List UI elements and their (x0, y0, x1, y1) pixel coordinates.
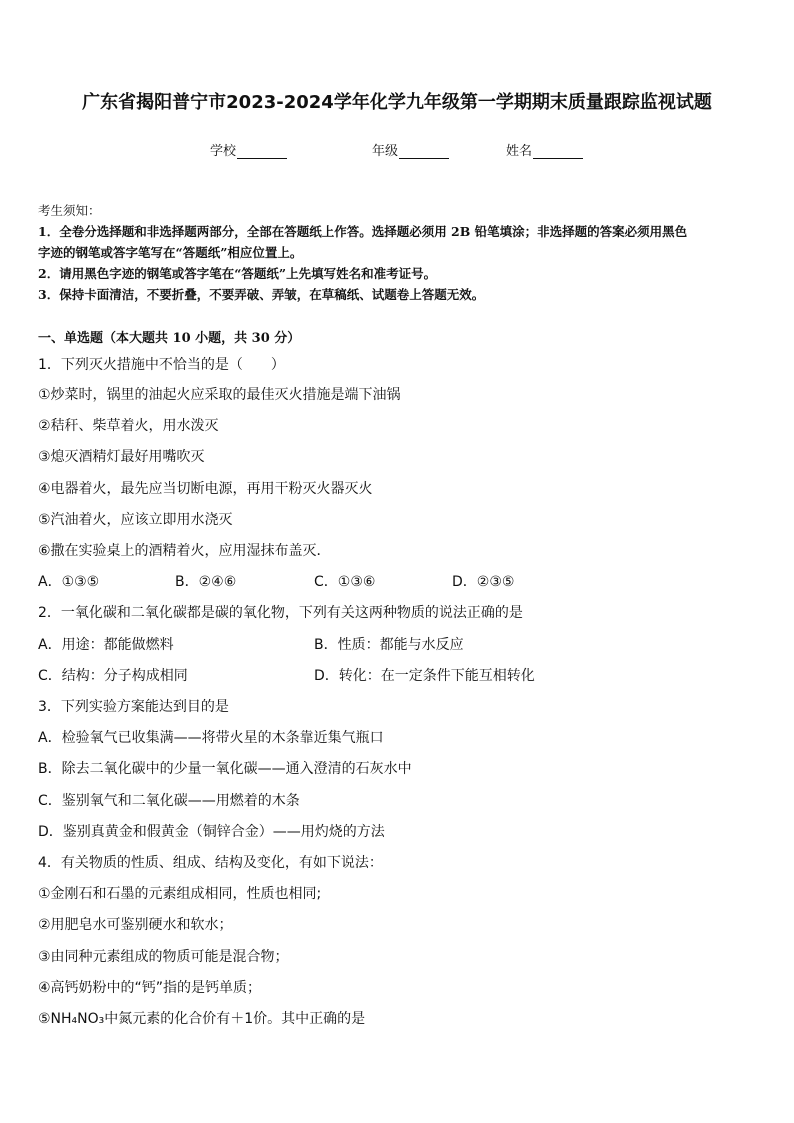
q2-stem: 2．一氧化碳和二氧化碳都是碳的氧化物，下列有关这两种物质的说法正确的是 (38, 605, 523, 621)
q2-option-a[interactable]: A．用途：都能做燃料 (38, 637, 174, 653)
q3-option-a[interactable]: A．检验氧气已收集满——将带火星的木条靠近集气瓶口 (38, 730, 384, 746)
name-field (506, 140, 583, 159)
q1-statement-6: ⑥撒在实验桌上的酒精着火，应用湿抹布盖灭． (38, 543, 331, 559)
q1-statement-2: ②秸秆、柴草着火，用水泼灭 (38, 418, 219, 434)
q1-statement-1: ①炒菜时，锅里的油起火应采取的最佳灭火措施是端下油锅 (38, 387, 401, 403)
grade-field (372, 140, 449, 159)
q4-statement-4: ④高钙奶粉中的“钙”指的是钙单质； (38, 980, 262, 996)
section-heading: 一、单选题（本大题共 10 小题，共 30 分） (38, 331, 301, 346)
q4-statement-5: ⑤NH₄NO₃中氮元素的化合价有＋1价。其中正确的是 (38, 1011, 366, 1027)
q4-statement-1: ①金刚石和石墨的元素组成相同，性质也相同; (38, 886, 322, 902)
name-label: 姓名 (506, 144, 533, 159)
q1-option-c[interactable]: C．①③⑥ (314, 574, 376, 590)
notice-item-3: 3．保持卡面清洁，不要折叠，不要弄破、弄皱，在草稿纸、试题卷上答题无效。 (38, 287, 485, 302)
page-title: 广东省揭阳普宁市2023-2024学年化学九年级第一学期期末质量跟踪监视试题 (82, 92, 712, 113)
student-info-row (0, 140, 794, 160)
q3-option-d[interactable]: D．鉴别真黄金和假黄金（铜锌合金）——用灼烧的方法 (38, 824, 385, 840)
q1-statement-3: ③熄灭酒精灯最好用嘴吹灭 (38, 449, 205, 465)
q4-statement-3: ③由同种元素组成的物质可能是混合物； (38, 949, 289, 965)
school-label: 学校 (210, 144, 237, 159)
q1-stem: 1．下列灭火措施中不恰当的是（ ） (38, 357, 285, 373)
grade-label: 年级 (372, 144, 399, 159)
q2-option-c[interactable]: C．结构：分子构成相同 (38, 668, 188, 684)
notice-item-1a: 1．全卷分选择题和非选择题两部分，全部在答题纸上作答。选择题必须用 2B 铅笔填涂；非选择题的答案必须用黑色 (38, 224, 688, 239)
q3-option-b[interactable]: B．除去二氧化碳中的少量一氧化碳——通入澄清的石灰水中 (38, 761, 412, 777)
notice-item-2: 2．请用黑色字迹的钢笔或答字笔在“答题纸”上先填写姓名和准考证号。 (38, 266, 437, 281)
school-field (210, 140, 287, 159)
q1-statement-5: ⑤汽油着火，应该立即用水浇灭 (38, 512, 233, 528)
q1-option-b[interactable]: B．②④⑥ (175, 574, 237, 590)
name-blank[interactable] (533, 144, 583, 159)
q3-stem: 3．下列实验方案能达到目的是 (38, 699, 229, 715)
q4-statement-2: ②用肥皂水可鉴别硬水和软水； (38, 917, 233, 933)
notice-item-1b: 字迹的钢笔或答字笔写在“答题纸”相应位置上。 (38, 245, 303, 260)
exam-notice (38, 200, 760, 305)
q1-option-a[interactable]: A．①③⑤ (38, 574, 100, 590)
q2-option-b[interactable]: B．性质：都能与水反应 (314, 637, 464, 653)
q2-option-d[interactable]: D．转化：在一定条件下能互相转化 (314, 668, 535, 684)
school-blank[interactable] (237, 144, 287, 159)
notice-heading: 考生须知： (38, 203, 101, 218)
q3-option-c[interactable]: C．鉴别氧气和二氧化碳——用燃着的木条 (38, 793, 300, 809)
q4-stem: 4．有关物质的性质、组成、结构及变化，有如下说法： (38, 855, 383, 871)
grade-blank[interactable] (399, 144, 449, 159)
q1-option-d[interactable]: D．②③⑤ (452, 574, 515, 590)
q1-statement-4: ④电器着火，最先应当切断电源，再用干粉灭火器灭火 (38, 481, 373, 497)
